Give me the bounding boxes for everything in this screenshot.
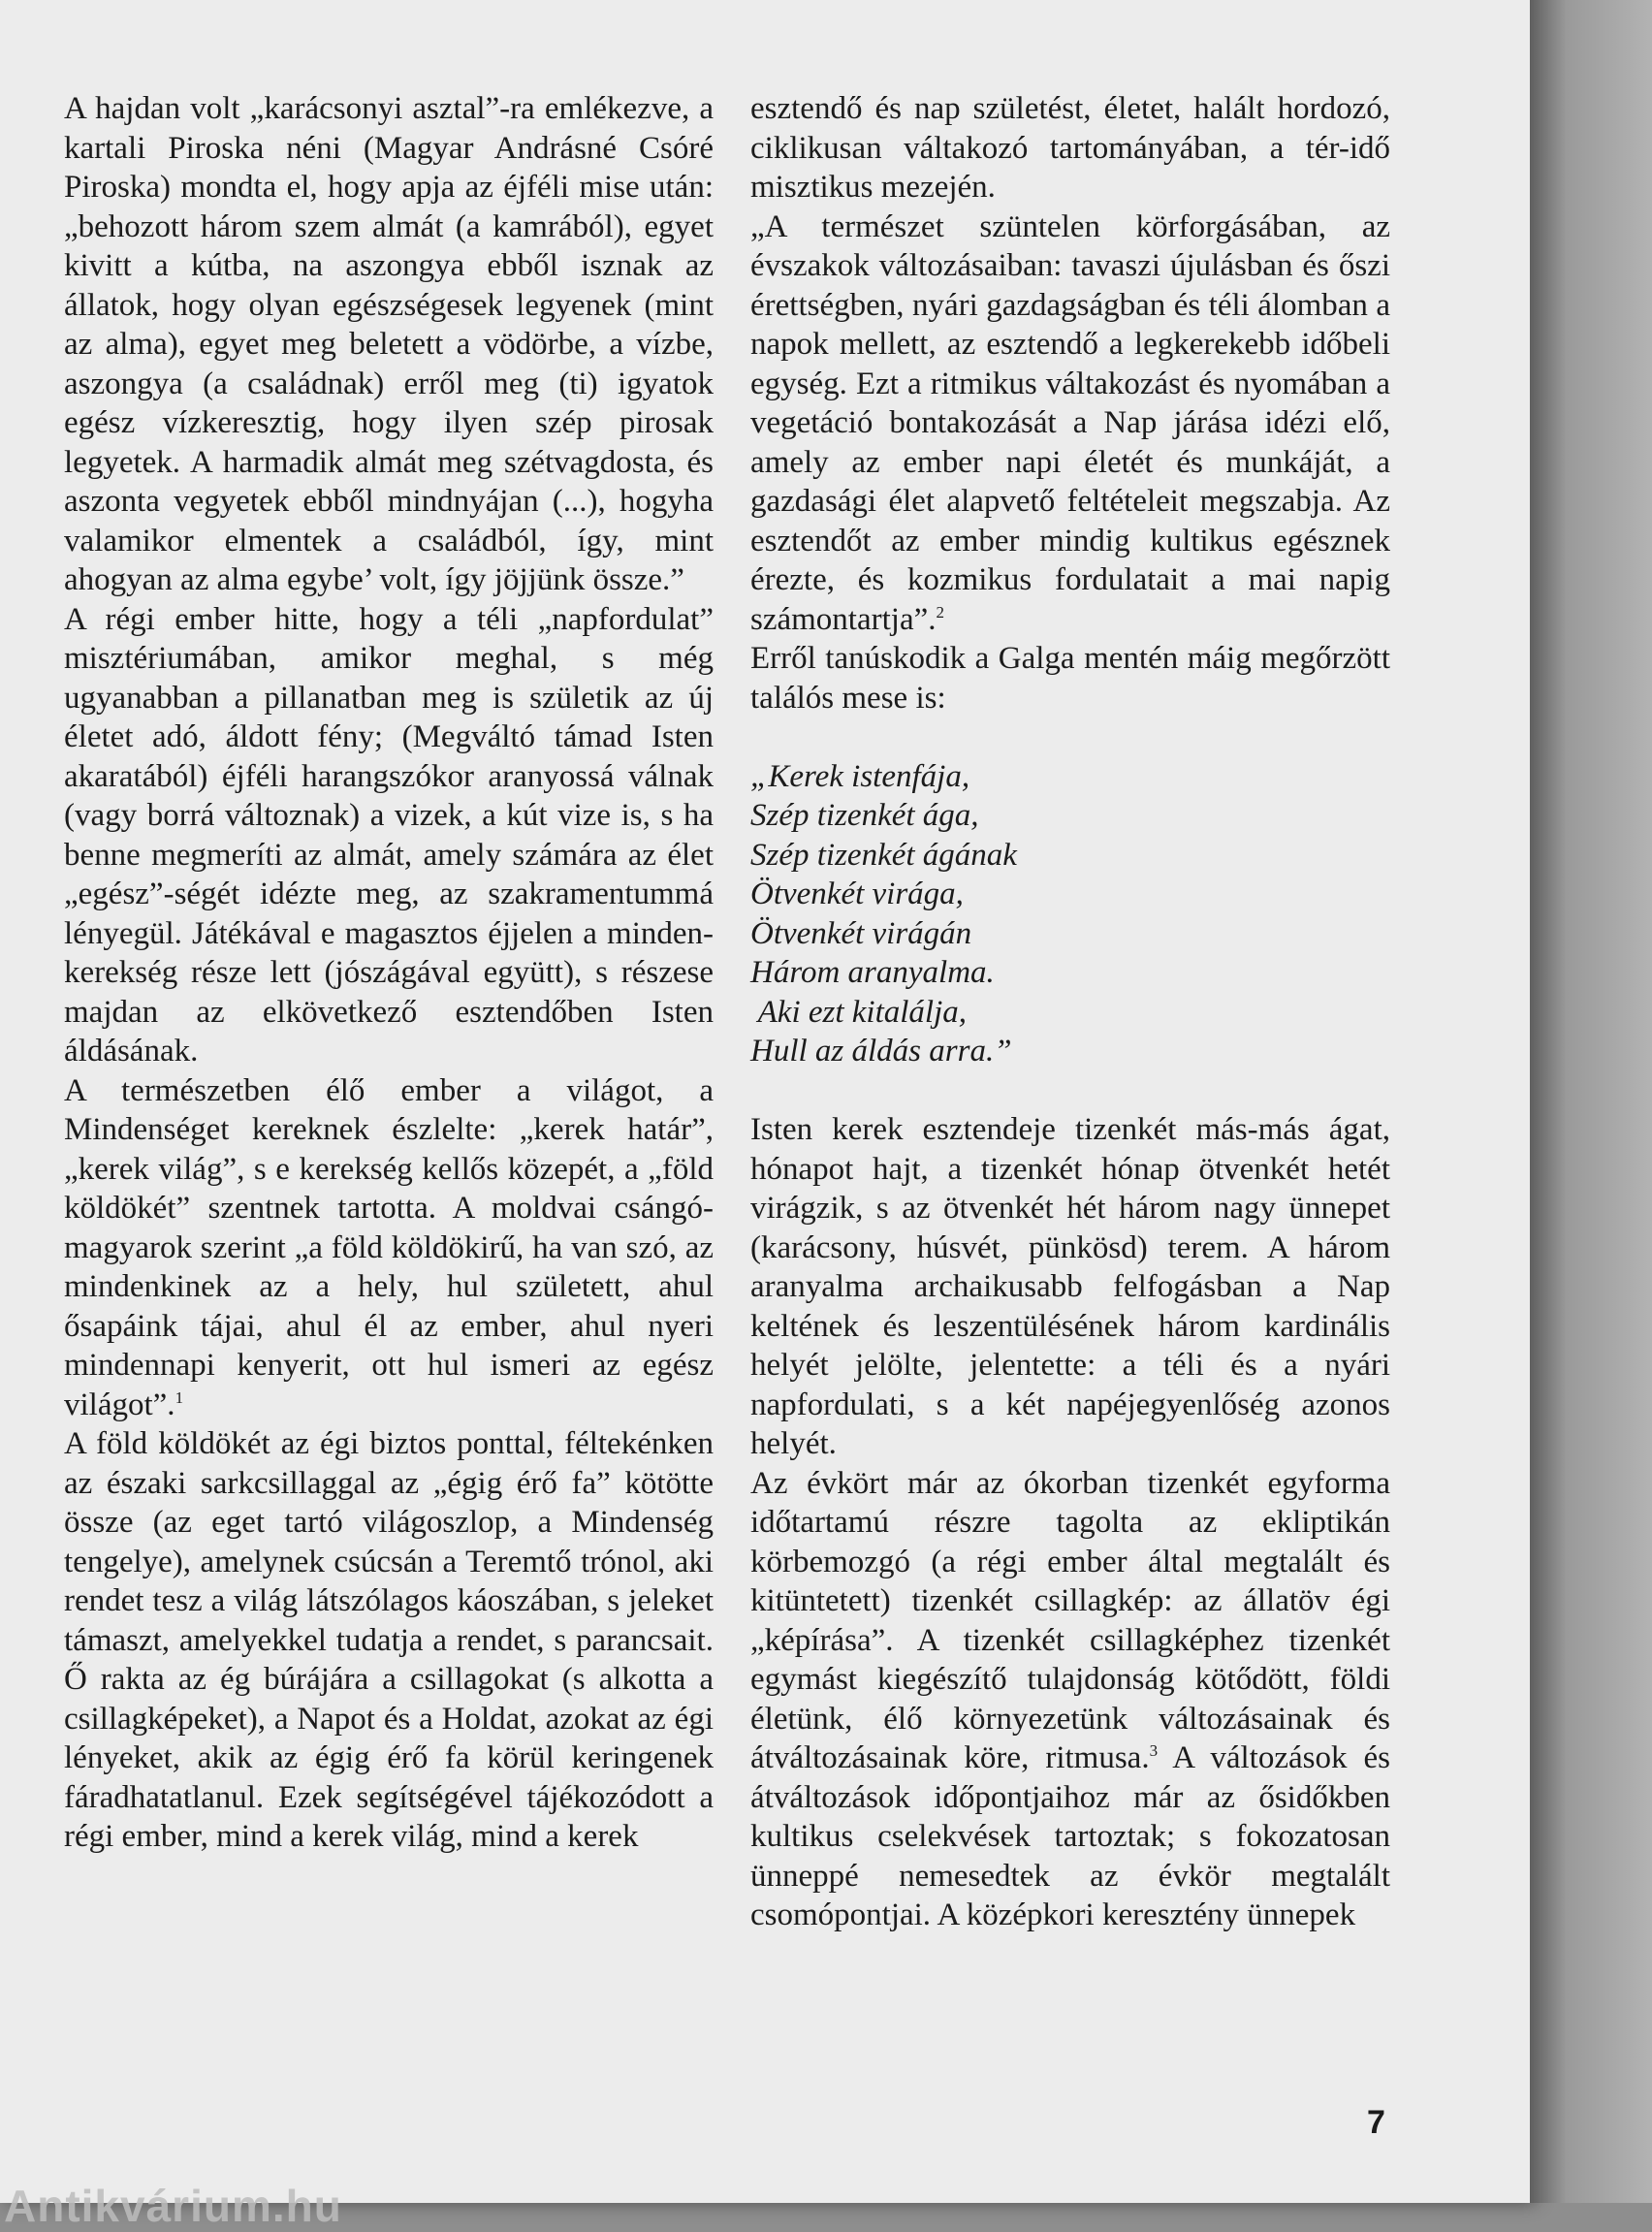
paragraph-world-tree: A föld köldökét az égi biztos ponttal, féltekénken az északi sarkcsillaggal az „égig érő fa” kötötte össze (az eget tartó világoszlop, a Mindenség tengelye), amelynek csúcsán a Teremtő trónol, aki rendet tesz a világ látszólagos káoszában, s jeleket támaszt, amelyekkel tudatja a rendet, s parancsait. Ő rakta az ég búrájára a csillagokat (s alkotta a csillagképeket), a Napot és a Holdat, azokat az égi lényeket, akik az égig érő fa körül keringenek fáradhatatlanul. Ezek segítségével tájékozódott a régi ember, mind a kerek világ, mind a kerek xyxy=(64,1426,714,1854)
poem-line: Szép tizenkét ága, xyxy=(750,798,979,833)
poem-line: Ötvenkét virága, xyxy=(750,877,964,911)
left-column xyxy=(64,89,714,1857)
poem-line: Aki ezt kitalálja, xyxy=(750,994,968,1030)
paragraph-solstice: A régi ember hitte, hogy a téli „napfordulat” misztériumában, amikor meghal, s még ugyanabban a pillanatban meg is születik az új életet adó, áldott fény; (Megváltó támad Isten akaratából) éjféli harangszókor aranyossá válnak (vagy borrá változnak) a vizek, a kút vize is, s ha benne megmeríti az almát, amely számára az élet „egész”-ségét idézte meg, az szakramentummá lényegül. Játékával e magasztos éjjelen a minden-kerekség része lett (jószágával együtt), s részese majdan az elkövetkező esztendőben Isten áldásának. xyxy=(64,601,714,1068)
paragraph-apple-custom: A hajdan volt „karácsonyi asztal”-ra emlékezve, a kartali Piroska néni (Magyar Andrásné Csóré Piroska) mondta el, hogy apja az éjféli mise után: „behozott három szem almát (a kamrából), egyet kivitt a kútba, na aszongya ebből isznak az állatok, hogy olyan egészségesek legyenek (mint az alma), egyet meg beletett a vödörbe, a vízbe, aszongya (a családnak) erről meg (ti) igyatok egész vízkeresztig, hogy ilyen szép pirosak legyetek. A harmadik almát meg szétvagdosta, és aszonta vegyetek ebből mindnyájan (...), hogyha valamikor elmentek a családból, így, mint ahogyan az alma egybe’ volt, így jöjjünk össze.” xyxy=(64,91,714,597)
paragraph-zodiac-text-a: Az évkört már az ókorban tizenkét egyforma időtartamú részre tagolta az ekliptikán körbemozgó (a régi ember által megtalált és kitüntetett) tizenkét csillagkép: az állatöv égi „képírása”. A tizenkét csillagképhez tizenkét egymást kiegészítő tulajdonság kötődött, földi életünk, élő környezetünk változásainak és átváltozásainak köre, ritmusa. xyxy=(750,1465,1390,1775)
watermark: Antikvárium.hu xyxy=(4,2181,342,2231)
blank-line xyxy=(750,717,1390,757)
paragraph-quote-nature-text: „A természet szüntelen körforgásában, az évszakok változásaiban: tavaszi újulásban és őszi érettségben, nyári gazdagságban és téli álomban a napok mellett, az esztendő a legkerekebb időbeli egység. Ezt a ritmikus váltakozást és nyomában a vegetáció bontakozását a Nap járása idézi elő, amely az ember napi életét és munkáját, a gazdasági élet alapvető feltételeit megszabja. Az esztendőt az ember mindig kultikus egésznek érezte, és kozmikus fordulatait a mai napig számontartja”. xyxy=(750,208,1390,637)
footnote-mark-2: 2 xyxy=(936,602,944,622)
paragraph-quote-nature xyxy=(750,207,1390,640)
paragraph-round-world xyxy=(64,1071,714,1425)
page-edge-shadow xyxy=(1530,0,1652,2203)
poem-line: Három aranyalma. xyxy=(750,955,995,990)
poem-line: „Kerek istenfája, xyxy=(750,758,970,794)
paragraph-round-world-text: A természetben élő ember a világot, a Mindenséget kereknek észlelte: „kerek határ”, „kerek világ”, s e kerekség kellős közepét, a „föld köldökét” szentnek tartotta. A moldvai csángó-magyarok szerint „a föld köldökirű, ha van szó, az mindenkinek az a hely, hul született, ahul ősapáink tájai, ahul él az ember, ahul nyeri mindennapi kenyerit, ott hul ismeri az egész világot”. xyxy=(64,1072,714,1422)
paragraph-riddle-intro: Erről tanúskodik a Galga mentén máig megőrzött találós mese is: xyxy=(750,641,1390,716)
footnote-mark-3: 3 xyxy=(1149,1741,1159,1760)
paragraph-zodiac-text-b: A változások és átváltozások időpontjaihoz már az ősidőkben kultikus cselekvések tartoztak; s fokozatosan ünneppé nemesedtek az évkör megtalált csomópontjai. A középkori keresztény ünnepek xyxy=(750,1740,1390,1932)
paragraph-year-sun: esztendő és nap születést, életet, halált hordozó, ciklikusan váltakozó tartományában, a tér-idő misztikus mezején. xyxy=(750,91,1390,205)
paragraph-god-year: Isten kerek esztendeje tizenkét más-más ágat, hónapot hajt, a tizenkét hónap ötvenkét hetét virágzik, s az ötvenkét hét három nagy ünnepet (karácsony, húsvét, pünkösd) terem. A három aranyalma archaikusabb felfogásban a Nap keltének és leszentülésének három kardinális helyét jelölte, jelentette: a téli és a nyári napfordulati, s a két napéjegyenlőség azonos helyét. xyxy=(750,1112,1390,1461)
paragraph-zodiac xyxy=(750,1464,1390,1935)
footnote-mark-1: 1 xyxy=(175,1387,184,1407)
poem-line: Ötvenkét virágán xyxy=(750,915,972,951)
page-number: 7 xyxy=(1367,2104,1385,2141)
right-column xyxy=(750,89,1390,1935)
poem-line: Szép tizenkét ágának xyxy=(750,837,1017,873)
riddle-poem xyxy=(750,757,1390,1071)
poem-line: Hull az áldás arra.” xyxy=(750,1034,1012,1068)
blank-line xyxy=(750,1071,1390,1111)
